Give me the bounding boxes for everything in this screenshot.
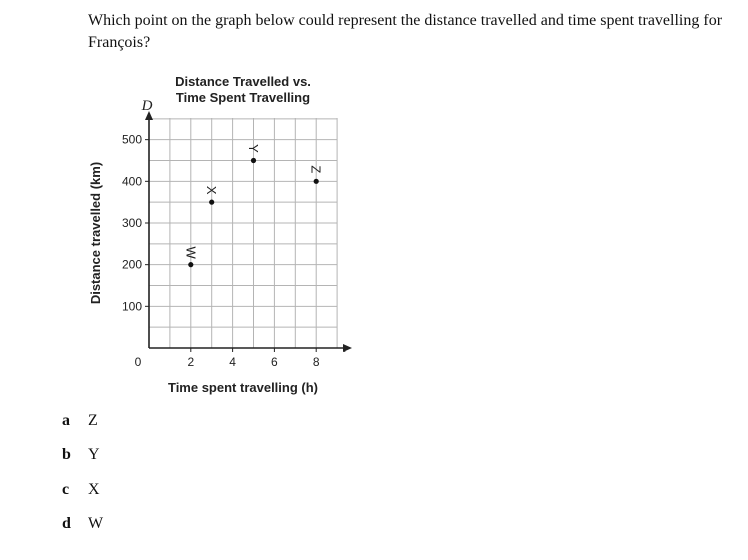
x-tick-label: 8 <box>312 355 320 369</box>
y-tick-label: 200 <box>121 257 142 272</box>
answer-option-c[interactable] <box>62 481 100 499</box>
option-letter: d <box>62 515 71 532</box>
x-tick-label: 4 <box>229 355 236 369</box>
option-value: W <box>88 515 104 532</box>
y-tick-label: 300 <box>121 215 142 230</box>
data-point-z <box>314 179 319 184</box>
option-value: X <box>88 481 100 498</box>
x-axis-label: Time spent travelling (h) <box>167 380 319 395</box>
option-value: Z <box>88 412 98 429</box>
option-letter: c <box>62 481 70 498</box>
y-tick-label: 500 <box>121 132 142 147</box>
data-point-w <box>188 262 193 267</box>
origin-label: 0 <box>134 355 142 369</box>
data-point-y <box>251 158 256 163</box>
y-tick-label: 400 <box>121 174 142 189</box>
x-tick-label: 6 <box>271 355 278 369</box>
point-label-y: Y <box>246 144 261 153</box>
data-point-x <box>209 200 214 205</box>
point-label-w: W <box>183 246 199 259</box>
chart-title-line-1: Distance Travelled vs. <box>175 74 311 89</box>
y-tick-label: 100 <box>121 299 142 314</box>
option-value: Y <box>88 446 100 463</box>
y-axis-symbol: D <box>141 98 153 114</box>
option-letter: a <box>62 412 70 429</box>
point-label-x: X <box>204 185 220 195</box>
chart-title-line-2: Time Spent Travelling <box>175 90 311 105</box>
option-letter: b <box>62 446 71 463</box>
answer-option-a[interactable] <box>62 412 98 430</box>
question-text: Which point on the graph below could represent the distance travelled and time spent travelling for François? <box>88 12 723 51</box>
answer-option-b[interactable] <box>62 446 100 464</box>
x-axis-symbol: t <box>343 343 347 355</box>
y-axis-label: Distance travelled (km) <box>88 161 103 305</box>
point-label-z: Z <box>308 165 324 174</box>
x-tick-label: 2 <box>187 355 195 369</box>
answer-option-d[interactable] <box>62 515 103 533</box>
